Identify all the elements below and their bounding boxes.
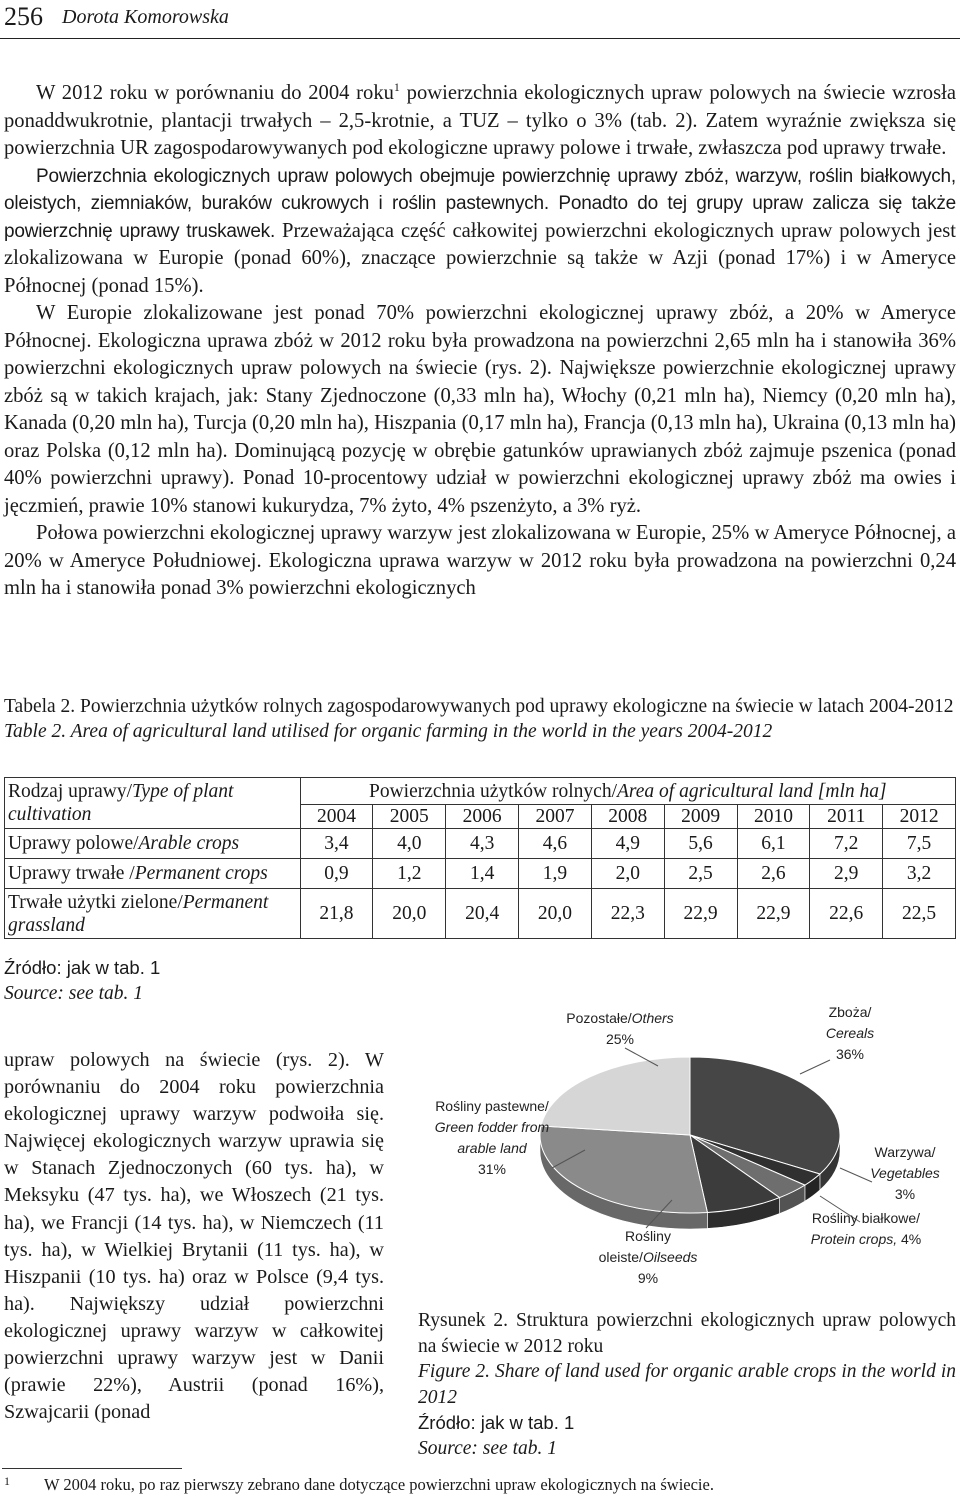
row-label: Uprawy trwałe /Permanent crops [5, 859, 301, 889]
header-rule [0, 38, 960, 39]
value-cell: 22,3 [591, 889, 664, 939]
value-cell: 1,4 [446, 859, 519, 889]
figure-caption [418, 1308, 956, 1461]
row-label: Trwałe użytki zielone/Permanent grassland [5, 889, 301, 939]
year-cell: 2004 [300, 805, 373, 829]
year-cell: 2005 [373, 805, 446, 829]
running-header [0, 0, 960, 40]
pie-chart [420, 1000, 960, 1300]
table-source-pl: Źródło: jak w tab. 1 [4, 957, 161, 978]
value-cell: 3,2 [883, 859, 956, 889]
value-cell: 4,9 [591, 829, 664, 859]
slice-label-vegetables: Warzywa/ Vegetables 3% [870, 1144, 940, 1202]
slice-label-fodder: Rośliny pastewne/ Green fodder from arable land 31% [434, 1098, 550, 1177]
figure-caption-en: Figure 2. Share of land used for organic arable crops in the world in 2012 [418, 1361, 956, 1408]
figure-source-pl: Źródło: jak w tab. 1 [418, 1412, 575, 1433]
value-cell: 2,5 [664, 859, 737, 889]
year-cell: 2011 [810, 805, 883, 829]
value-cell: 7,5 [883, 829, 956, 859]
value-cell: 4,0 [373, 829, 446, 859]
pie-slice [541, 1057, 690, 1135]
table-row [5, 829, 956, 859]
value-cell: 4,6 [519, 829, 592, 859]
table-source-en: Source: see tab. 1 [4, 983, 143, 1004]
value-cell: 22,6 [810, 889, 883, 939]
value-cell: 20,0 [519, 889, 592, 939]
table-caption [4, 694, 956, 744]
year-cell: 2012 [883, 805, 956, 829]
value-cell: 2,0 [591, 859, 664, 889]
value-cell: 3,4 [300, 829, 373, 859]
value-cell: 6,1 [737, 829, 810, 859]
value-cell: 22,9 [737, 889, 810, 939]
table-head-right: Powierzchnia użytków rolnych/Area of agricultural land [mln ha] [300, 778, 955, 805]
year-cell: 2010 [737, 805, 810, 829]
value-cell: 2,6 [737, 859, 810, 889]
value-cell: 2,9 [810, 859, 883, 889]
value-cell: 22,9 [664, 889, 737, 939]
slice-label-others: Pozostałe/Others 25% [566, 1010, 674, 1047]
value-cell: 20,4 [446, 889, 519, 939]
figure-caption-pl: Rysunek 2. Struktura powierzchni ekologicznych upraw polowych na świecie w 2012 roku [418, 1310, 956, 1357]
slice-label-oilseeds: Rośliny oleiste/Oilseeds 9% [598, 1228, 698, 1286]
main-text [4, 80, 956, 603]
value-cell: 7,2 [810, 829, 883, 859]
value-cell: 0,9 [300, 859, 373, 889]
row-label: Uprawy polowe/Arable crops [5, 829, 301, 859]
value-cell: 5,6 [664, 829, 737, 859]
slice-label-protein: Rośliny białkowe/ Protein crops, 4% [810, 1210, 922, 1247]
footnote-text: W 2004 roku, po raz pierwszy zebrano dane dotyczące powierzchni upraw ekologicznych na świecie. [44, 1475, 714, 1494]
year-cell: 2007 [519, 805, 592, 829]
table-head-left: Rodzaj uprawy/Type of plant cultivation [5, 778, 301, 829]
value-cell: 20,0 [373, 889, 446, 939]
footnote-rule [2, 1468, 182, 1469]
paragraph-2: Powierzchnia ekologicznych upraw polowych obejmuje powierzchnię uprawy zbóż, warzyw, roślin białkowych, oleistych, ziemniaków, buraków cukrowych i roślin pastewnych. Ponadto do tej grupy upraw zalicza się także powierzchnię uprawy truskawek. Przeważająca część całkowitej powierzchni ekologicznych upraw polowych jest zlokalizowana w Europie (ponad 60%), znaczące powierzchnie są także w Azji (ponad 17%) i w Ameryce Północnej (ponad 15%). [4, 165, 956, 297]
paragraph-1: W 2012 roku w porównaniu do 2004 roku$^1$ powierzchnia ekologicznych upraw polowych na świecie wzrosła ponaddwukrotnie, plantacji trwałych – 2,5-krotnie, a TUZ – tylko o 3% (tab. 2). Zatem wyraźnie zwiększa się powierzchnia UR zagospodarowywanych pod ekologiczne uprawy polowe i trwałe, zwłaszcza pod uprawy trwałe. [4, 80, 956, 159]
value-cell: 1,9 [519, 859, 592, 889]
pie-slice [540, 1126, 707, 1213]
paragraph-3: W Europie zlokalizowane jest ponad 70% powierzchni ekologicznej uprawy zbóż, a 20% w Ameryce Północnej. Ekologiczna uprawa zbóż w 2012 roku była prowadzona na powierzchni 2,65 mln ha i stanowiła 36% powierzchni ekologicznych upraw polowych na świecie (rys. 2). Największe powierzchnie ekologicznej uprawy zbóż są w takich krajach, jak: Stany Zjednoczone (0,33 mln ha), Włochy (0,21 mln ha), Niemcy (0,20 mln ha), Kanada (0,20 mln ha), Turcja (0,20 mln ha), Hiszpania (0,17 mln ha), Francja (0,13 mln ha), Ukraina (0,13 mln ha) oraz Polska (0,12 mln ha). Dominującą pozycję w obrębie gatunków uprawianych zbóż zajmuje pszenica (ponad 40% powierzchni uprawy). Ponad 10-procentowy udział w powierzchni ekologicznej uprawy zbóż ma owies i jęczmień, prawie 10% stanowi kukurydza, 7% żyto, 4% pszenżyto, a 3% ryż. [4, 302, 956, 517]
table-caption-en: Table 2. Area of agricultural land utilised for organic farming in the world in the years 2004-2012 [4, 721, 773, 742]
value-cell: 4,3 [446, 829, 519, 859]
figure-source-en: Source: see tab. 1 [418, 1437, 557, 1459]
year-cell: 2009 [664, 805, 737, 829]
table-row [5, 859, 956, 889]
footnote-number: 1 [4, 1474, 10, 1488]
footnote-ref[interactable]: 1 [393, 80, 400, 95]
value-cell: 1,2 [373, 859, 446, 889]
table-caption-pl: Tabela 2. Powierzchnia użytków rolnych zagospodarowywanych pod uprawy ekologiczne na świecie w latach 2004-2012 [4, 696, 954, 717]
table-source [4, 955, 160, 1007]
paragraph-4: Połowa powierzchni ekologicznej uprawy warzyw jest zlokalizowana w Europie, 25% w Ameryce Północnej, a 20% w Ameryce Południowej. Ekologiczna uprawa warzyw w 2012 roku była prowadzona na powierzchni 0,24 mln ha i stanowiła ponad 3% powierzchni ekologicznych [4, 522, 956, 599]
column-text: upraw polowych na świecie (rys. 2). W porównaniu do 2004 roku powierzchnia ekologicznej uprawy warzyw podwoiła się. Najwięcej ekologicznych warzyw uprawia się w Stanach Zjednoczonych (60 tys. ha), w Meksyku (47 tys. ha), we Włoszech (21 tys. ha), we Francji (14 tys. ha), w Niemczech (11 tys. ha), w Wielkiej Brytanii (11 tys. ha), w Hiszpanii (10 tys. ha) oraz w Polsce (9,4 tys. ha). Największy udział powierzchni ekologicznej uprawy warzyw w całkowitej powierzchni uprawy warzyw jest w Danii (prawie 22%), Austrii (ponad 16%), Szwajcarii (ponad [4, 1049, 384, 1424]
value-cell: 21,8 [300, 889, 373, 939]
slice-label-cereals: Zboża/ Cereals 36% [825, 1004, 875, 1062]
year-cell: 2008 [591, 805, 664, 829]
value-cell: 22,5 [883, 889, 956, 939]
year-cell: 2006 [446, 805, 519, 829]
data-table [4, 777, 956, 939]
running-author: Dorota Komorowska [62, 6, 229, 28]
table-row [5, 889, 956, 939]
page-number: 256 [4, 2, 43, 31]
